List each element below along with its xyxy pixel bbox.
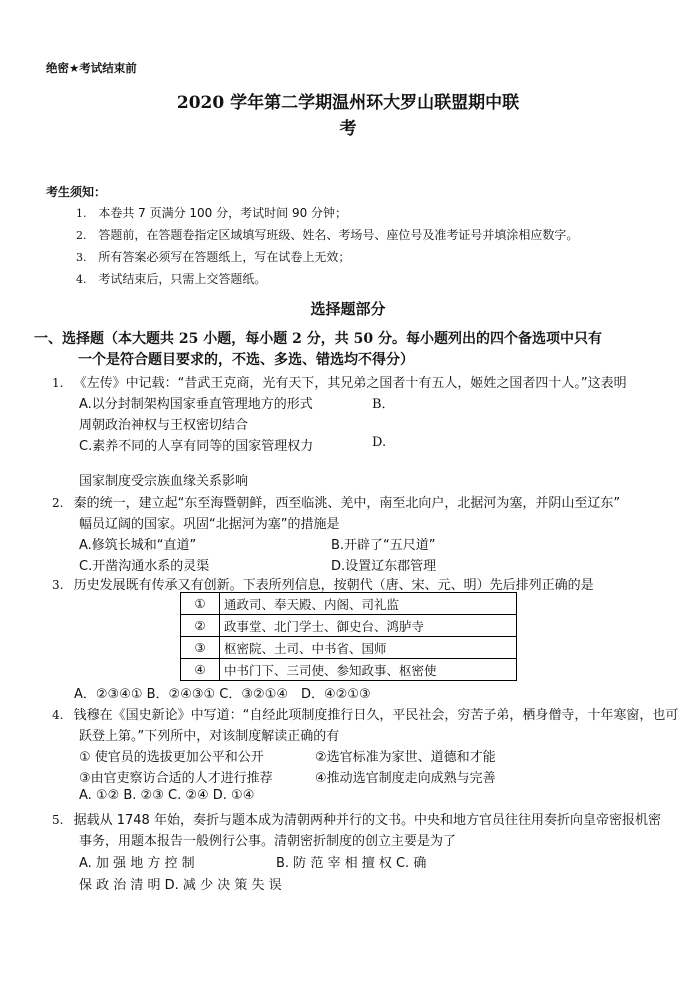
question-5-stem-line2: 事务，用题本报告一般例行公事。清朝密折制度的创立主要是为了 <box>79 834 457 849</box>
table-row <box>181 637 517 659</box>
section-title: 选择题部分 <box>310 300 386 318</box>
notice-item <box>76 204 347 221</box>
table-cell-text: 枢密院、土司、中书省、国师 <box>220 637 517 659</box>
question-5-stem <box>52 809 661 828</box>
q3-options: A．②③④① B．②④③① C．③②①④ D．④②①③ <box>74 687 371 702</box>
question-number: 5. <box>52 813 64 827</box>
q4-statement-2: ②选官标准为家世、道德和才能 <box>315 750 496 765</box>
table-row <box>181 615 517 637</box>
table-row <box>181 593 517 615</box>
question-4-stem <box>52 704 678 723</box>
exam-title-line2: 考 <box>339 119 357 139</box>
part-instructions-line2: 一个是符合题目要求的，不选、多选、错选均不得分） <box>78 352 414 368</box>
question-text: 据载从 1748 年始，奏折与题本成为清朝两种并行的文书。中央和地方官员往往用奏折向皇帝密报机密 <box>73 813 661 828</box>
q1-option-c: C.素养不同的人享有同等的国家管理权力 <box>79 439 314 454</box>
q1-option-a: A.以分封制架构国家垂直管理地方的形式 <box>79 397 313 412</box>
notice-item-text: 考试结束后，只需上交答题纸。 <box>98 272 267 286</box>
q4-options: A. ①② B. ②③ C. ②④ D. ①④ <box>79 788 255 803</box>
exam-title-line1: 2020 学年第二学期温州环大罗山联盟期中联 <box>176 93 520 113</box>
question-1-stem <box>52 372 627 391</box>
question-text: 钱穆在《国史新论》中写道：“自经此项制度推行日久，平民社会，穷苦子弟，栖身僧寺，十年寒窗，也可 <box>73 708 679 723</box>
table-cell-index: ④ <box>181 659 220 681</box>
question-number: 2. <box>52 496 64 510</box>
notice-item-text: 答题前，在答题卷指定区域填写班级、姓名、考场号、座位号及准考证号并填涂相应数字。 <box>98 228 579 242</box>
q4-statement-1: ① 使官员的选拔更加公平和公开 <box>79 750 264 765</box>
q1-option-d: D. <box>372 435 387 450</box>
question-text: 《左传》中记载：“昔武王克商，光有天下，其兄弟之国者十有五人，姬姓之国者四十人。”这表明 <box>73 376 627 391</box>
question-2-stem-line2: 幅员辽阔的国家。巩固“北据河为塞”的措施是 <box>79 517 340 532</box>
table-cell-index: ② <box>181 615 220 637</box>
q5-option-a: A. 加 强 地 方 控 制 <box>79 856 195 871</box>
notice-item-number: 3. <box>76 251 87 264</box>
q1-option-d-continued: 国家制度受宗族血缘关系影响 <box>79 474 249 489</box>
q4-statement-4: ④推动选官制度走向成熟与完善 <box>315 771 496 786</box>
notice-item <box>76 226 578 243</box>
table-cell-text: 政事堂、北门学士、御史台、鸿胪寺 <box>220 615 517 637</box>
table-cell-index: ③ <box>181 637 220 659</box>
notice-item-text: 所有答案必须写在答题纸上，写在试卷上无效； <box>98 250 351 264</box>
notice-item-number: 4. <box>76 273 87 286</box>
question-4-stem-line2: 跃登上第。”下列所中，对该制度解读正确的有 <box>79 729 340 744</box>
notice-item <box>76 248 350 265</box>
question-3-stem <box>52 574 594 593</box>
q2-option-a: A.修筑长城和“直道” <box>79 538 197 553</box>
q2-option-c: C.开凿沟通水系的灵渠 <box>79 559 210 574</box>
q1-option-b: B． <box>372 397 395 412</box>
question-text: 秦的统一，建立起“东至海暨朝鲜，西至临洮、羌中，南至北向户，北据河为塞，并阴山至辽东” <box>73 496 621 511</box>
q4-statement-3: ③由官吏察访合适的人才进行推荐 <box>79 771 273 786</box>
notice-item-number: 1. <box>76 207 87 220</box>
q5-option-c-d: 保 政 治 清 明 D. 减 少 决 策 失 误 <box>79 878 282 893</box>
dynasty-institutions-table <box>180 592 517 681</box>
confidential-mark: 绝密★考试结束前 <box>46 61 137 75</box>
q2-option-d: D.设置辽东郡管理 <box>331 559 437 574</box>
question-number: 4. <box>52 708 64 722</box>
question-text: 历史发展既有传承又有创新。下表所列信息，按朝代（唐、宋、元、明）先后排列正确的是 <box>73 578 594 593</box>
q2-option-b: B.开辟了“五尺道” <box>331 538 436 553</box>
q5-option-b-c: B. 防 范 宰 相 擅 权 C. 确 <box>276 856 427 871</box>
table-row <box>181 659 517 681</box>
part-instructions-line1: 一、选择题（本大题共 25 小题，每小题 2 分，共 50 分。每小题列出的四个备选项中只有 <box>34 331 602 347</box>
notice-heading: 考生须知： <box>46 185 107 199</box>
table-cell-text: 通政司、奉天殿、内阁、司礼监 <box>220 593 517 615</box>
table-cell-text: 中书门下、三司使、参知政事、枢密使 <box>220 659 517 681</box>
table-cell-index: ① <box>181 593 220 615</box>
notice-item <box>76 270 266 287</box>
question-number: 3. <box>52 578 64 592</box>
question-number: 1. <box>52 376 64 390</box>
q1-option-b-continued: 周朝政治神权与王权密切结合 <box>79 418 249 433</box>
question-2-stem <box>52 492 620 511</box>
notice-item-number: 2. <box>76 229 87 242</box>
notice-item-text: 本卷共 7 页满分 100 分，考试时间 90 分钟； <box>98 206 348 220</box>
